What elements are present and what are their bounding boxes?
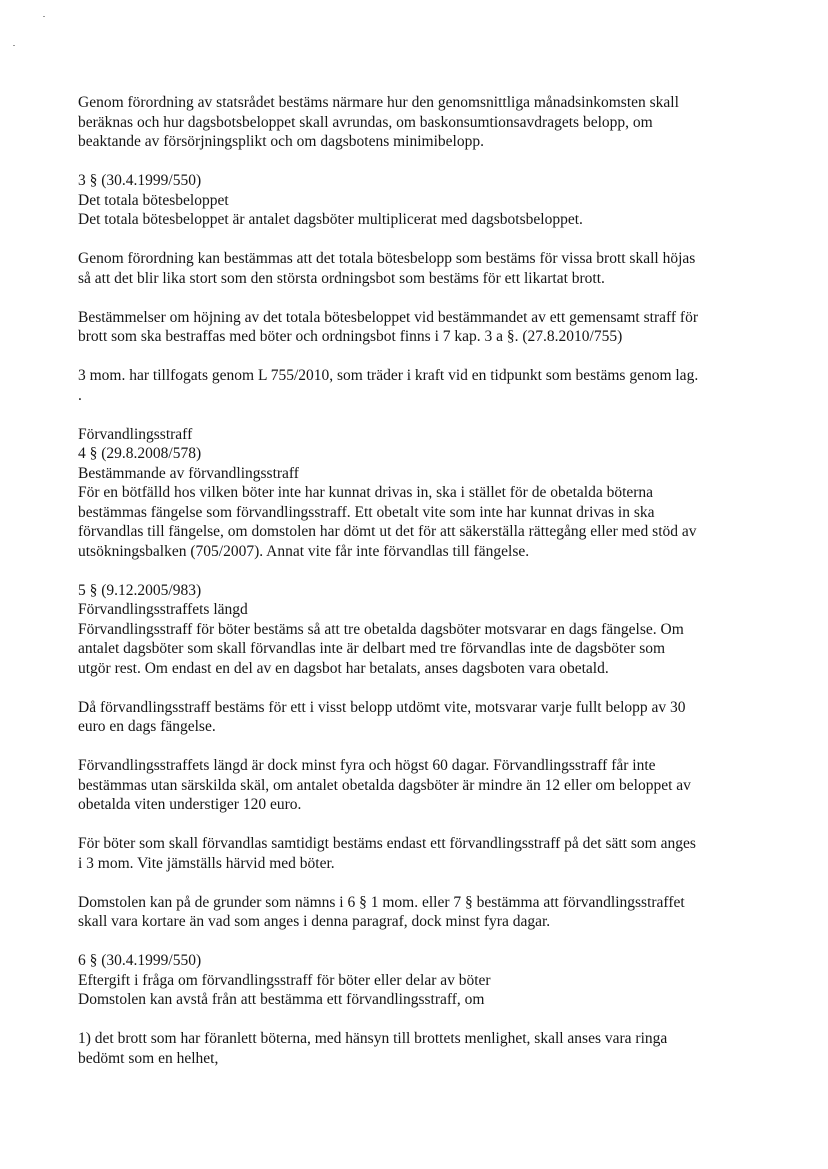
paragraph xyxy=(78,893,748,932)
text-line: Förvandlingsstraff för böter bestäms så att tre obetalda dagsböter motsvarar en dags fängelse. Om xyxy=(78,620,684,638)
text-line: skall vara kortare än vad som anges i denna paragraf, dock minst fyra dagar. xyxy=(78,913,551,930)
paragraph xyxy=(78,698,748,737)
paragraph xyxy=(78,93,748,152)
text-line: euro en dags fängelse. xyxy=(78,718,216,735)
paragraph xyxy=(78,756,748,815)
paragraph xyxy=(78,366,748,405)
paragraph xyxy=(78,171,748,230)
text-line: utgör rest. Om endast en del av en dagsbot har betalats, anses dagsboten vara obetald. xyxy=(78,659,609,677)
text-line: . xyxy=(78,386,82,404)
paragraph xyxy=(78,308,748,347)
text-line: För en bötfälld hos vilken böter inte har kunnat drivas in, ska i stället för de obetalda böterna xyxy=(78,484,654,501)
text-line: Förvandlingsstraffets längd är dock minst fyra och högst 60 dagar. Förvandlingsstraff får inte xyxy=(78,757,656,774)
text-line: bestämmas fängelse som förvandlingsstraff. Ett obetalt vite som inte har kunnat drivas in ska xyxy=(78,503,655,521)
text-line: beaktande av försörjningsplikt och om dagsbotens minimibelopp. xyxy=(78,133,484,150)
text-line: Genom förordning av statsrådet bestäms närmare hur den genomsnittliga månadsinkomsten skall xyxy=(78,94,679,111)
scan-speck xyxy=(43,16,45,17)
text-line: 3 § (30.4.1999/550) xyxy=(78,172,202,189)
document-body xyxy=(78,93,748,1088)
paragraph xyxy=(78,249,748,288)
paragraph xyxy=(78,1029,748,1068)
text-line: 4 § (29.8.2008/578) xyxy=(78,445,202,462)
text-line: beräknas och hur dagsbotsbeloppet skall avrundas, om baskonsumtionsavdragets belopp, om xyxy=(78,113,653,131)
text-line: brott som ska bestraffas med böter och ordningsbot finns i 7 kap. 3 a §. (27.8.2010/755) xyxy=(78,328,623,345)
text-line: Då förvandlingsstraff bestäms för ett i visst belopp utdömt vite, motsvarar varje fullt belopp av 30 xyxy=(78,698,686,716)
text-line: antalet dagsböter som skall förvandlas inte är delbart med tre förvandlas inte de dagsböter som xyxy=(78,640,666,657)
text-line: 1) det brott som har föranlett böterna, med hänsyn till brottets menlighet, skall anses vara ringa xyxy=(78,1030,668,1047)
text-line: Det totala bötesbeloppet xyxy=(78,191,229,209)
text-line: obetalda viten understiger 120 euro. xyxy=(78,796,302,813)
text-line: Förvandlingsstraffets längd xyxy=(78,601,248,618)
text-line: i 3 mom. Vite jämställs härvid med böter. xyxy=(78,854,335,872)
text-line: Domstolen kan på de grunder som nämns i 6 § 1 mom. eller 7 § bestämma att förvandlingsstraffet xyxy=(78,893,685,911)
text-line: utsökningsbalken (705/2007). Annat vite får inte förvandlas till fängelse. xyxy=(78,542,530,560)
text-line: Bestämmelser om höjning av det totala bötesbeloppet vid bestämmandet av ett gemensamt straff för xyxy=(78,308,698,326)
text-line: Eftergift i fråga om förvandlingsstraff för böter eller delar av böter xyxy=(78,971,491,989)
text-line: För böter som skall förvandlas samtidigt bestäms endast ett förvandlingsstraff på det sätt som anges xyxy=(78,835,696,852)
paragraph xyxy=(78,834,748,873)
scan-speck xyxy=(13,45,15,46)
text-line: Domstolen kan avstå från att bestämma ett förvandlingsstraff, om xyxy=(78,991,485,1008)
text-line: bestämmas utan särskilda skäl, om antalet obetalda dagsböter är mindre än 12 eller om beloppet av xyxy=(78,776,691,794)
text-line: Genom förordning kan bestämmas att det totala bötesbelopp som bestäms för vissa brott skall höjas xyxy=(78,250,696,267)
paragraph xyxy=(78,581,748,679)
text-line: 3 mom. har tillfogats genom L 755/2010, som träder i kraft vid en tidpunkt som bestäms genom lag. xyxy=(78,367,699,384)
text-line: 5 § (9.12.2005/983) xyxy=(78,581,202,599)
text-line: bedömt som en helhet, xyxy=(78,1049,219,1067)
paragraph xyxy=(78,951,748,1010)
text-line: 6 § (30.4.1999/550) xyxy=(78,952,202,969)
paragraph xyxy=(78,425,748,562)
text-line: förvandlas till fängelse, om domstolen har dömt ut det för att säkerställa rättegång eller med stöd av xyxy=(78,523,697,540)
text-line: Förvandlingsstraff xyxy=(78,425,193,443)
text-line: Det totala bötesbeloppet är antalet dagsböter multiplicerat med dagsbotsbeloppet. xyxy=(78,211,583,228)
text-line: Bestämmande av förvandlingsstraff xyxy=(78,464,299,482)
text-line: så att det blir lika stort som den största ordningsbot som bestäms för ett likartat brott. xyxy=(78,269,605,287)
